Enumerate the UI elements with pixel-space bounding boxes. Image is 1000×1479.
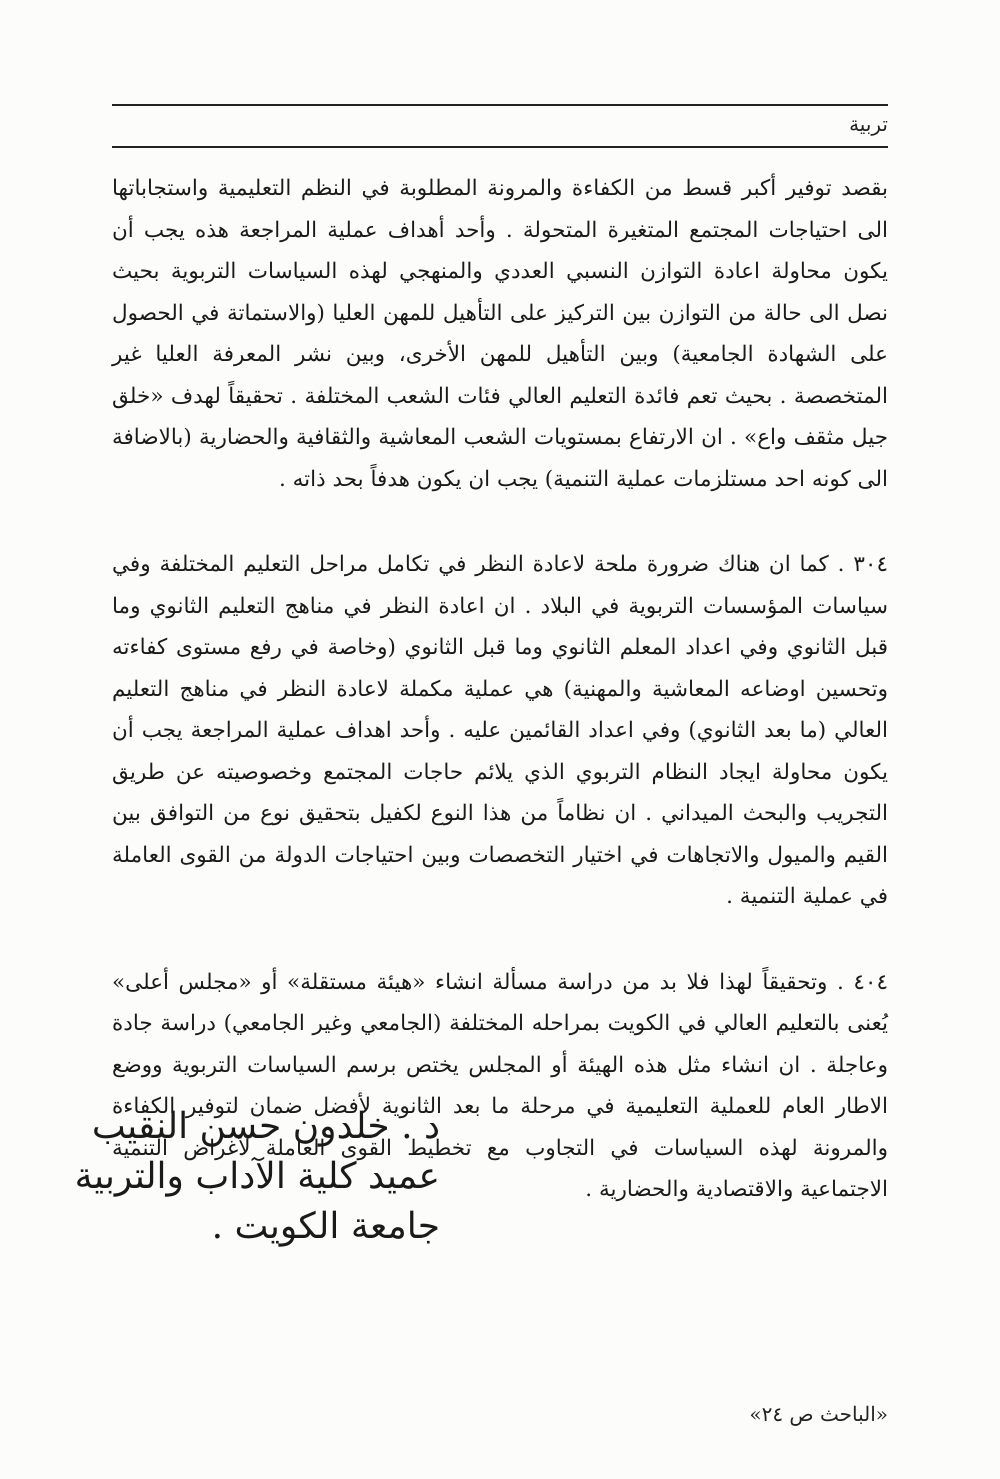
running-head: تربية	[849, 112, 888, 136]
signature-block	[74, 1102, 440, 1252]
signature-name: د . خلدون حسن النقيب	[91, 1106, 440, 1147]
footer-source: «الباحث ص ٢٤»	[749, 1402, 888, 1426]
paragraph-304: ٣٠٤ . كما ان هناك ضرورة ملحة لاعادة النظر في تكامل مراحل التعليم المختلفة وفي سياسات المؤسسات التربوية في البلاد . ان اعادة النظر في مناهج التعليم الثانوي وما قبل الثانوي وفي اعداد المعلم الثانوي وما قبل الثانوي (وخاصة في رفع مستوى كفاءته وتحسين اوضاعه المعاشية والمهنية) هي عملية مكملة لاعادة النظر في مناهج التعليم العالي (ما بعد الثانوي) وفي اعداد القائمين عليه . وأحد اهداف عملية المراجعة يجب أن يكون محاولة ايجاد النظام التربوي الذي يلائم حاجات المجتمع وخصوصيته عن طريق التجريب والبحث الميداني . ان نظاماً من هذا النوع لكفيل بتحقيق نوع من التوافق بين القيم والميول والاتجاهات في اختيار التخصصات وبين احتياجات الدولة من القوى العاملة في عملية التنمية .	[112, 552, 888, 909]
header-top-rule	[112, 104, 888, 106]
header-bottom-rule	[112, 146, 888, 148]
paragraph-404: ٤٠٤ . وتحقيقاً لهذا فلا بد من دراسة مسألة انشاء «هيئة مستقلة» أو «مجلس أعلى» يُعنى بالتعليم العالي في الكويت بمراحله المختلفة (الجامعي وغير الجامعي) دراسة جادة وعاجلة . ان انشاء مثل هذه الهيئة أو المجلس يختص برسم السياسات التربوية ووضع الاطار العام للعملية التعليمية في مرحلة ما بعد الثانوية لأفضل ضمان لتوفير الكفاءة والمرونة لهذه السياسات في التجاوب مع تخطيط القوى العاملة لأغراض التنمية الاجتماعية والاقتصادية والحضارية .	[112, 969, 888, 1202]
signature-position: عميد كلية الآداب والتربية	[74, 1156, 440, 1197]
paragraph-intro: بقصد توفير أكبر قسط من الكفاءة والمرونة المطلوبة في النظم التعليمية واستجاباتها الى احتياجات المجتمع المتغيرة المتحولة . وأحد أهداف عملية المراجعة هذه يجب أن يكون محاولة اعادة التوازن النسبي العددي والمنهجي لهذه السياسات التربوية بحيث نصل الى حالة من التوازن بين التركيز على التأهيل للمهن العليا (والاستماتة في الحصول على الشهادة الجامعية) وبين التأهيل للمهن الأخرى، وبين نشر المعرفة العليا غير المتخصصة . بحيث تعم فائدة التعليم العالي فئات الشعب المختلفة . تحقيقاً لهدف «خلق جيل مثقف واع» . ان الارتفاع بمستويات الشعب المعاشية والثقافية والحضارية (بالاضافة الى كونه احد مستلزمات عملية التنمية) يجب ان يكون هدفاً بحد ذاته .	[112, 176, 888, 492]
document-body	[112, 168, 888, 1211]
signature-institution: جامعة الكويت .	[211, 1206, 440, 1247]
